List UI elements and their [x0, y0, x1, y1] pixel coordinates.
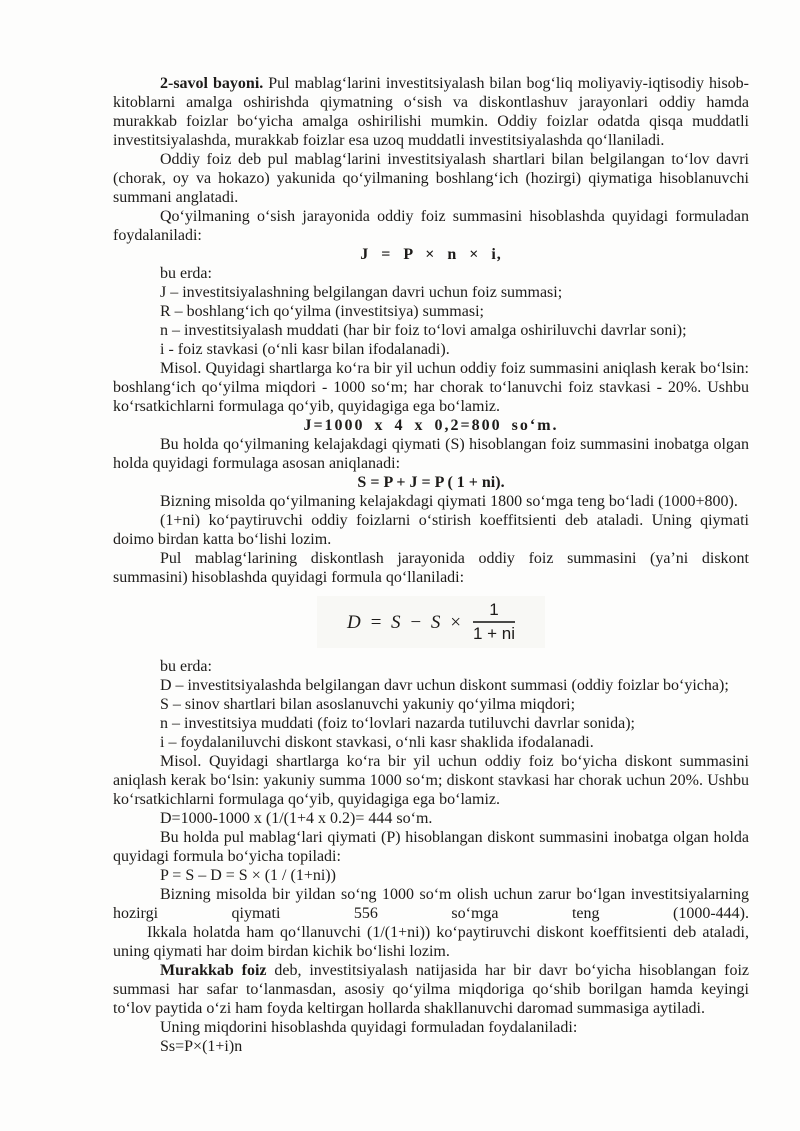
formula-discount-image: [317, 596, 545, 648]
intro-text: Pul mablag‘larini investitsiyalash bilan bog‘liq moliyaviy-iqtisodiy hisob-kitoblarni amalga oshirishda qiymatning o‘sish va diskontlashuv jarayonlari oddiy hamda murakkab foizlar bo‘yicha amalga oshirilishi mumkin. Oddiy foizlar odatda qisqa muddatli investitsiyalashda, murakkab foizlar esa uzoq muddatli investitsiyalashda qo‘llaniladi.: [113, 75, 749, 149]
definition-line-n2: n – investitsiya muddati (foiz to‘lovlari nazarda tutiluvchi davrlar sonida);: [160, 715, 635, 732]
paragraph-example-2-result: Bizning misolda bir yildan so‘ng 1000 so‘m olish uchun zarur bo‘lgan investitsiyalarning hozirgi qiymati 556 so‘mga teng (1000-444).: [113, 886, 749, 922]
paragraph-future-value-intro: Bu holda qo‘yilmaning kelajakdagi qiymati (S) hisoblangan foiz summasini inobatga olgan holda quyidagi formulaga asosan aniqlanadi:: [113, 436, 749, 472]
paragraph-discount-intro: Pul mablag‘larining diskontlash jarayonida oddiy foiz summasini (ya’ni diskont summasini) hisoblashda quyidagi formula qo‘llaniladi:: [113, 550, 749, 586]
formula-discount-fraction: [473, 600, 515, 644]
paragraph-coefficient-note: (1+ni) ko‘paytiruvchi oddiy foizlarni o‘stirish koeffitsienti deb ataladi. Uning qiymati doimo birdan katta bo‘lishi lozim.: [113, 512, 749, 548]
line-example-2-calculation: D=1000-1000 x (1/(1+4 x 0.2)= 444 so‘m.: [160, 810, 433, 827]
formula-discount-lhs: D = S − S ×: [347, 611, 464, 633]
formula-discount: [113, 587, 749, 657]
paragraph-intro: [113, 74, 749, 150]
paragraph-present-value-intro: Bu holda pul mablag‘lari qiymati (P) hisoblangan diskont summasini inobatga olgan holda quyidagi formula bo‘yicha topiladi:: [113, 829, 749, 865]
where-label-1: bu erda:: [160, 265, 212, 282]
fraction-denominator: 1 + ni: [472, 624, 515, 643]
fraction-numerator: 1: [473, 600, 515, 623]
formula-present-value: P = S – D = S × (1 / (1+ni)): [160, 867, 336, 884]
paragraph-simple-interest-definition: Oddiy foiz deb pul mablag‘larini investitsiyalash shartlari bilan belgilangan to‘lov davri (chorak, oy va hokazo) yakunida qo‘yilmaning boshlang‘ich (hozirgi) qiymatiga hisoblanuvchi summani anglatadi.: [113, 151, 749, 206]
formula-simple-interest: J = P × n × i,: [360, 246, 502, 263]
paragraph-example-1: Misol. Quyidagi shartlarga ko‘ra bir yil uchun oddiy foiz summasini aniqlash kerak bo‘lsin: boshlang‘ich qo‘yilma miqdori - 1000 so‘m; har chorak to‘lanuvchi foiz stavkasi - 20%. Ushbu ko‘rsatkichlarni formulaga qo‘yib, quyidagiga ega bo‘lamiz.: [113, 360, 749, 415]
where-label-2: bu erda:: [160, 658, 212, 675]
definition-line-n: n – investitsiyalash muddati (har bir foiz to‘lovi amalga oshiriluvchi davrlar soni);: [160, 322, 687, 339]
formula-example-1-result: J=1000 x 4 x 0,2=800 so‘m.: [303, 417, 559, 434]
paragraph-example-2: Misol. Quyidagi shartlarga ko‘ra bir yil uchun oddiy foiz bo‘yicha diskont summasini aniqlash kerak bo‘lsin: yakuniy summa 1000 so‘m; diskont stavkasi har chorak uchun 20%. Ushbu ko‘rsatkichlarni formulaga qo‘yib, quyidagiga ega bo‘lamiz.: [113, 753, 749, 808]
intro-heading: 2-savol bayoni.: [160, 75, 264, 92]
definition-line-D: D – investitsiyalashda belgilangan davr uchun diskont summasi (oddiy foizlar bo‘yicha);: [160, 677, 729, 694]
line-compound-formula-intro: Uning miqdorini hisoblashda quyidagi formuladan foydalaniladi:: [160, 1019, 578, 1036]
definition-line-i2: i – foydalaniluvchi diskont stavkasi, o‘nli kasr shaklida ifodalanadi.: [160, 734, 594, 751]
definition-line-J: J – investitsiyalashning belgilangan davri uchun foiz summasi;: [160, 284, 563, 301]
definition-line-R: R – boshlang‘ich qo‘yilma (investitsiya) summasi;: [160, 303, 484, 320]
compound-text: deb, investitsiyalash natijasida har bir davr bo‘yicha hisoblangan foiz summasi har safar to‘lanmasdan, asosiy qo‘yilma miqdoriga qo‘shib borilgan hamda keyingi to‘lov paytida o‘zi ham foyda keltirgan hollarda shakllanuvchi daromad summasiga aytiladi.: [113, 962, 750, 1017]
definition-line-i: i - foiz stavkasi (o‘nli kasr bilan ifodalanadi).: [160, 341, 450, 358]
formula-future-value: S = P + J = P ( 1 + ni).: [357, 474, 505, 491]
document-text-block: [113, 74, 749, 1056]
paragraph-discount-coefficient-note: Ikkala holatda ham qo‘llanuvchi (1/(1+ni)) ko‘paytiruvchi diskont koeffitsienti deb ataladi, uning qiymati har doim birdan kichik bo‘lishi lozim.: [113, 924, 749, 960]
definition-line-S: S – sinov shartlari bilan asoslanuvchi yakuniy qo‘yilma miqdori;: [160, 696, 576, 713]
paragraph-growth-intro: Qo‘yilmaning o‘sish jarayonida oddiy foiz summasini hisoblashda quyidagi formuladan foydalaniladi:: [113, 208, 749, 244]
formula-compound-interest: Ss=P×(1+i)n: [160, 1038, 243, 1055]
compound-heading: Murakkab foiz: [160, 962, 267, 979]
paragraph-compound-interest: [113, 961, 749, 1018]
paragraph-example-1-result: Bizning misolda qo‘yilmaning kelajakdagi qiymati 1800 so‘mga teng bo‘ladi (1000+800).: [160, 493, 738, 510]
